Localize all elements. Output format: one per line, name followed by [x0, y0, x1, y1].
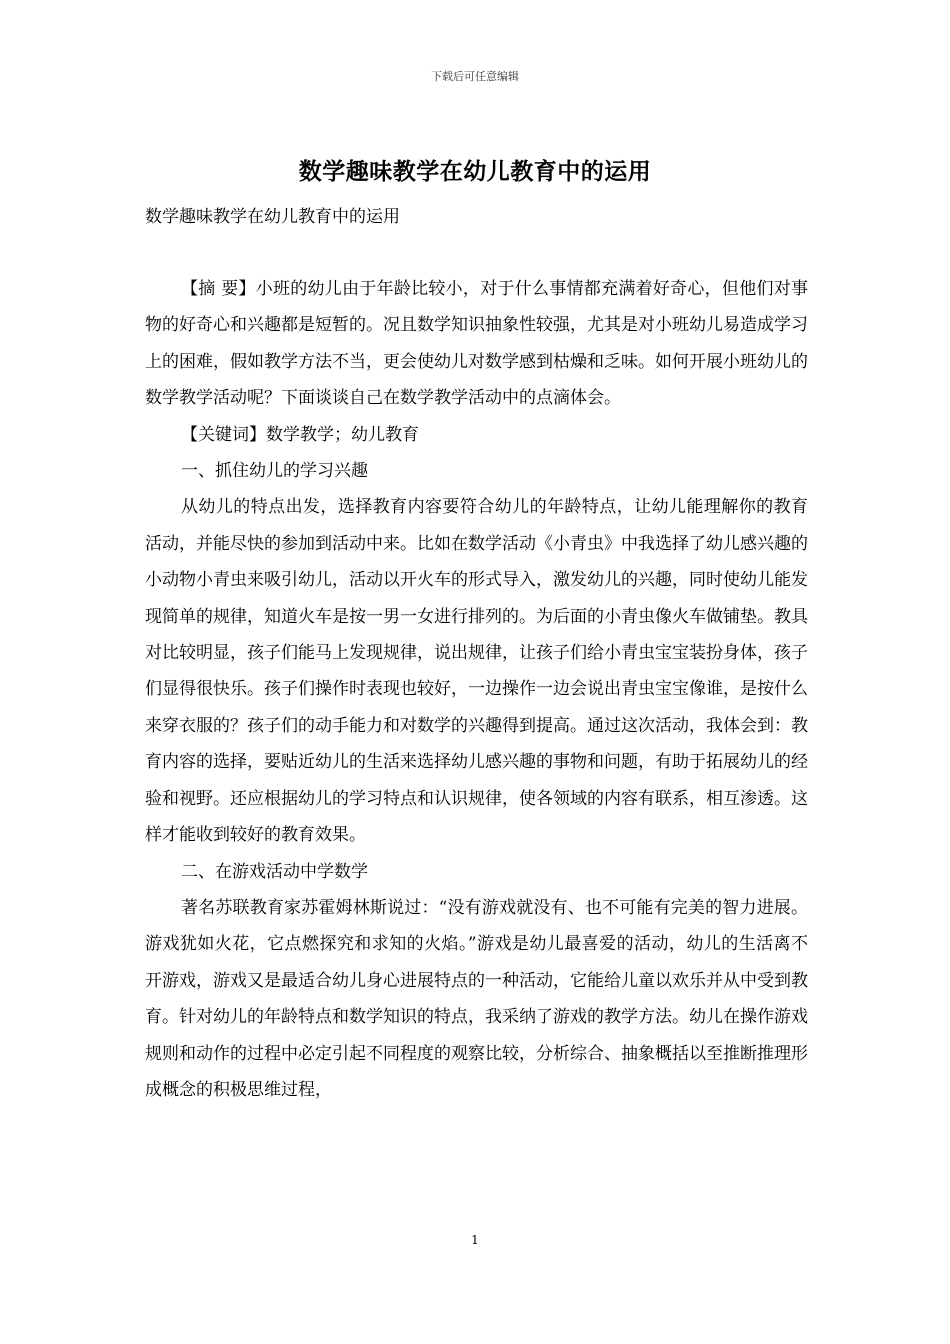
- header-note: 下载后可任意编辑: [431, 70, 519, 83]
- body-text: [145, 271, 808, 1108]
- body-paragraph: 从幼儿的特点出发，选择教育内容要符合幼儿的年龄特点，让幼儿能理解你的教育活动，并能尽快的参加到活动中来。比如在数学活动《小青虫》中我选择了幼儿感兴趣的小动物小青虫来吸引幼儿，活动以开火车的形式导入，激发幼儿的兴趣，同时使幼儿能发现简单的规律，知道火车是按一男一女进行排列的。为后面的小青虫像火车做铺垫。教具对比较明显，孩子们能马上发现规律，说出规律，让孩子们给小青虫宝宝装扮身体，孩子们显得很快乐。孩子们操作时表现也较好，一边操作一边会说出青虫宝宝像谁，是按什么来穿衣服的？孩子们的动手能力和对数学的兴趣得到提高。通过这次活动，我体会到：教育内容的选择，要贴近幼儿的生活来选择幼儿感兴趣的事物和问题，有助于拓展幼儿的经验和视野。还应根据幼儿的学习特点和认识规律，使各领域的内容有联系，相互渗透。这样才能收到较好的教育效果。: [145, 497, 808, 846]
- body-paragraph: 著名苏联教育家苏霍姆林斯说过：“没有游戏就没有、也不可能有完美的智力进展。游戏犹如火花，它点燃探究和求知的火焰。”游戏是幼儿最喜爱的活动，幼儿的生活离不开游戏，游戏又是最适合幼儿身心进展特点的一种活动，它能给儿童以欢乐并从中受到教育。针对幼儿的年龄特点和数学知识的特点，我采纳了游戏的教学方法。幼儿在操作游戏规则和动作的过程中必定引起不同程度的观察比较，分析综合、抽象概括以至推断推理形成概念的积极思维过程，: [145, 897, 808, 1100]
- page-number: 1: [471, 1233, 479, 1247]
- keywords-paragraph: 【关键词】数学教学；幼儿教育: [181, 424, 419, 445]
- section-heading-1: 一、抓住幼儿的学习兴趣: [181, 461, 368, 482]
- subtitle: 数学趣味教学在幼儿教育中的运用: [145, 207, 400, 227]
- section-heading-2: 二、在游戏活动中学数学: [181, 861, 368, 882]
- page-title: 数学趣味教学在幼儿教育中的运用: [298, 158, 652, 185]
- abstract-paragraph: 【摘 要】小班的幼儿由于年龄比较小，对于什么事情都充满着好奇心，但他们对事物的好奇心和兴趣都是短暂的。况且数学知识抽象性较强，尤其是对小班幼儿易造成学习上的困难，假如教学方法不当，更会使幼儿对数学感到枯燥和乏味。如何开展小班幼儿的数学教学活动呢？下面谈谈自己在数学教学活动中的点滴体会。: [145, 279, 808, 409]
